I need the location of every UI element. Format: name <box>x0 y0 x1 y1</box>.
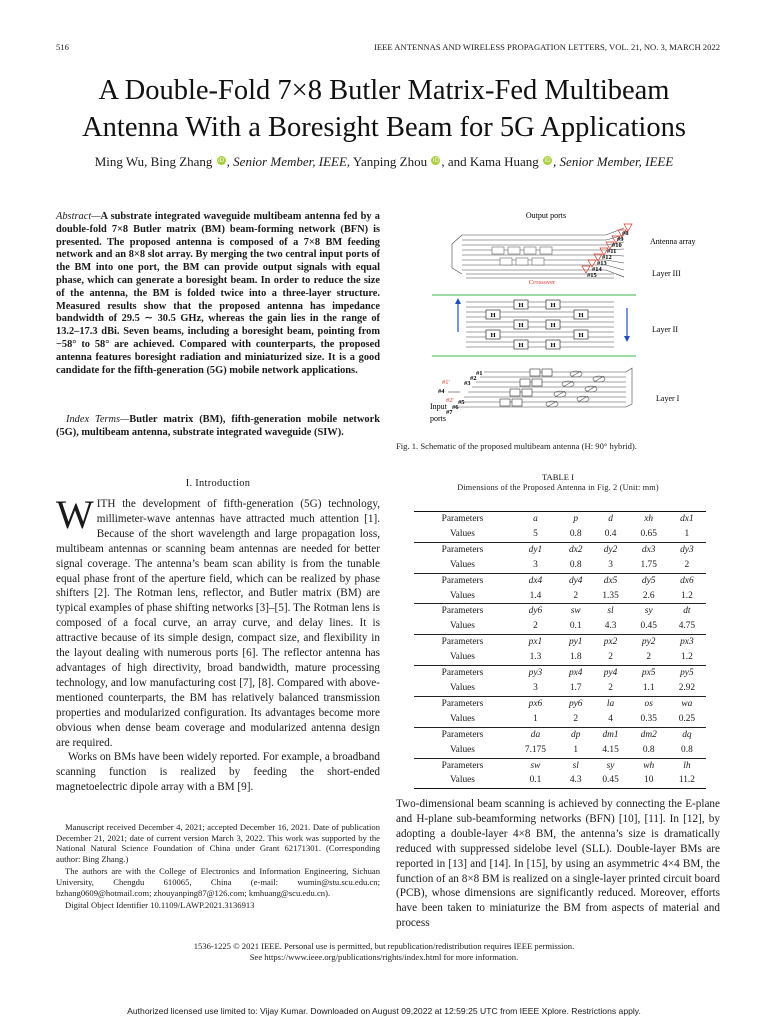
table-cell: dm2 <box>630 727 668 742</box>
footnote-affiliation: The authors are with the College of Electronics and Information Engineering, Sichuan University, Chengdu 610065, China (e-mail: wumin@stu.scu.edu.cn; bzhang0609@hotmail.com; zhouyanping87@126.com; kmhuang@scu.edu.cn). <box>56 866 380 898</box>
table-row <box>414 619 706 634</box>
table-cell: 5 <box>533 528 538 539</box>
table-cell: py6 <box>560 696 592 711</box>
table-cell: 0.8 <box>642 744 655 755</box>
port-11: #11 <box>607 248 617 255</box>
crossover-symbols <box>492 247 552 265</box>
row-label: Parameters <box>414 696 511 711</box>
input-ports-label-1: Input <box>430 402 447 411</box>
table-cell: sw <box>560 604 592 619</box>
table-cell: 2.6 <box>642 590 655 601</box>
index-terms-label: Index Terms— <box>66 414 130 425</box>
row-label: Parameters <box>414 542 511 557</box>
table-cell: 2 <box>608 682 613 693</box>
port-3: #3 <box>464 380 471 387</box>
table-cell: 1.7 <box>569 682 582 693</box>
input-ports-label-2: ports <box>430 414 446 423</box>
row-label: Values <box>449 744 475 755</box>
table-cell: dy6 <box>511 604 560 619</box>
table-cell: dt <box>668 604 706 619</box>
table-cell: px6 <box>511 696 560 711</box>
orcid-icon[interactable]: iD <box>218 157 225 164</box>
table-cell: 1.1 <box>642 682 655 693</box>
intro-paragraph-2: Works on BMs have been widely reported. For example, a broadband scanning function is realized by feeding the short-ended magnetoelectric dipole array with a BM [9]. <box>56 751 380 794</box>
table-cell: 4.75 <box>678 621 696 632</box>
hybrid-label: H <box>518 302 524 309</box>
row-label: Values <box>449 590 475 601</box>
license-footer: Authorized licensed use limited to: Vijay Kumar. Downloaded on August 09,2022 at 12:59:25 UTC from IEEE Xplore. Restrictions apply. <box>127 1006 641 1016</box>
hybrid-label: H <box>518 322 524 329</box>
table-cell: dx6 <box>668 573 706 588</box>
figure-1 <box>396 208 720 433</box>
drop-cap: W <box>56 492 94 537</box>
table-cell: dx1 <box>668 512 706 527</box>
table-cell: la <box>591 696 629 711</box>
table-cell: wh <box>630 758 668 773</box>
table-row <box>414 712 706 727</box>
title-line-1: A Double-Fold 7×8 Butler Matrix-Fed Multibeam <box>98 75 670 106</box>
table-cell: 4 <box>608 713 613 724</box>
table-cell: a <box>511 512 560 527</box>
output-ports-label: Output ports <box>525 211 567 220</box>
table-cell: sy <box>630 604 668 619</box>
row-label: Values <box>414 773 511 788</box>
hybrid-label: H <box>550 302 556 309</box>
row-label: Parameters <box>414 666 511 681</box>
port-15: #15 <box>587 272 597 279</box>
row-label: Values <box>449 652 475 663</box>
table-cell: 0.45 <box>640 621 657 632</box>
table-cell: px3 <box>668 635 706 650</box>
table-cell: 1.3 <box>529 652 542 663</box>
layer2-lines <box>466 302 614 347</box>
table-cell: 3 <box>608 559 613 570</box>
table-cell: 2 <box>646 652 652 663</box>
table-cell: 4.3 <box>560 773 592 788</box>
section-heading: I. Introduction <box>185 478 251 489</box>
index-terms <box>56 414 380 440</box>
index-terms-text: Butler matrix (BM), fifth-generation mobile network (5G), multibeam antenna, substrate integrated waveguide (SIW). <box>56 414 380 438</box>
port-12: #12 <box>602 254 612 261</box>
footnotes <box>56 822 380 913</box>
table-cell: d <box>591 512 629 527</box>
table-cell: xh <box>630 512 668 527</box>
intro-body <box>56 492 380 795</box>
table-cell: os <box>630 696 668 711</box>
table-cell: da <box>511 727 560 742</box>
fold-arrow-right-head <box>624 336 630 342</box>
table-row <box>414 758 706 773</box>
phase-shifters <box>546 371 605 407</box>
port-7: #7 <box>446 409 453 416</box>
table-row <box>414 589 706 604</box>
abstract <box>56 211 380 377</box>
table-row <box>414 727 706 742</box>
hybrid-label: H <box>550 322 556 329</box>
table-cell: px5 <box>630 666 668 681</box>
author-list <box>0 154 768 170</box>
table-cell: 1.75 <box>640 559 657 570</box>
layer-1-label: Layer I <box>656 394 680 403</box>
table-cell: wa <box>668 696 706 711</box>
author-3: , and Kama Huang <box>441 154 539 169</box>
table-row <box>414 650 706 665</box>
table-cell: py4 <box>591 666 629 681</box>
table-cell: dx3 <box>630 542 668 557</box>
copyright-notice <box>0 941 768 963</box>
table-cell: dy3 <box>668 542 706 557</box>
table-cell: dy4 <box>560 573 592 588</box>
table-cell: 0.8 <box>569 528 582 539</box>
hybrid-label: H <box>578 312 584 319</box>
table-cell: 0.1 <box>569 621 582 632</box>
table-row <box>414 604 706 619</box>
table-cell: 2 <box>684 559 690 570</box>
row-label: Parameters <box>414 512 511 527</box>
table-cell: 0.45 <box>591 773 629 788</box>
table-cell: py5 <box>668 666 706 681</box>
table-cell: 2 <box>608 652 613 663</box>
table-cell: 0.4 <box>604 528 617 539</box>
layer-2-label: Layer II <box>652 325 678 334</box>
row-label: Values <box>449 528 475 539</box>
table-cell: dx4 <box>511 573 560 588</box>
table-row <box>414 681 706 696</box>
table-cell: px2 <box>591 635 629 650</box>
table-cell: dq <box>668 727 706 742</box>
hybrid-label: H <box>490 312 496 319</box>
figure-caption: Fig. 1. Schematic of the proposed multibeam antenna (H: 90° hybrid). <box>396 441 637 451</box>
port-6: #6 <box>452 404 459 411</box>
table-cell: px1 <box>511 635 560 650</box>
row-label: Parameters <box>414 727 511 742</box>
port-5: #5 <box>458 399 465 406</box>
table-cell: 2 <box>533 621 538 632</box>
table-cell: 3 <box>533 559 538 570</box>
merged-port-2: #2' <box>446 397 454 404</box>
hybrid-label: H <box>550 342 556 349</box>
port-8: #8 <box>622 230 629 237</box>
author-1-membership: , Senior Member, IEEE <box>226 154 347 169</box>
table-cell: 0.35 <box>640 713 657 724</box>
table-cell: 1 <box>533 713 538 724</box>
right-column-paragraph: Two-dimensional beam scanning is achieved by connecting the E-plane and H-plane sub-beamforming networks (BFN) [10], [11]. In [12], by adopting a double-layer 4×8 BM, the antenna’s size is dramatically reduced with suppressed sidelobe level (SLL). Double-layer BMs are reported in [13] and [14]. In [15], by using an asymmetric 4×4 BM, the function of an 8×8 BM is realized on a single-layer printed circuit board (PCB), whose dimensions are significantly reduced. Moreover, efforts have been taken to miniaturize the BM from aspects of material and process <box>396 798 720 930</box>
row-label: Values <box>449 713 475 724</box>
table-cell: 2 <box>573 713 579 724</box>
table-cell: 2 <box>573 590 579 601</box>
table-cell: 1.35 <box>602 590 619 601</box>
table-cell: 3 <box>533 682 538 693</box>
author-2: , Yanping Zhou <box>346 154 428 169</box>
port-2: #2 <box>470 375 477 382</box>
port-1: #1 <box>476 370 483 377</box>
table-row <box>414 512 706 527</box>
table-row <box>414 696 706 711</box>
table-cell: 1 <box>684 528 690 539</box>
table-subtitle: Dimensions of the Proposed Antenna in Fig. 2 (Unit: mm) <box>457 483 659 492</box>
table-row <box>414 558 706 573</box>
table-cell: lh <box>668 758 706 773</box>
fold-arrow-left-head <box>455 298 461 304</box>
table-cell: 4.15 <box>602 744 619 755</box>
table-cell: sl <box>591 604 629 619</box>
table-cell: dx5 <box>591 573 629 588</box>
author-3-membership: , Senior Member, IEEE <box>553 154 674 169</box>
table-cell: dm1 <box>591 727 629 742</box>
table-cell: 4.3 <box>604 621 617 632</box>
table-cell: sl <box>560 758 592 773</box>
table-cell: 1.8 <box>569 652 582 663</box>
copyright-line-1: 1536-1225 © 2021 IEEE. Personal use is permitted, but republication/redistribution requires IEEE permission. <box>193 941 575 951</box>
table-cell: 0.25 <box>678 713 696 724</box>
port-13: #13 <box>597 260 607 267</box>
table-cell: py3 <box>511 666 560 681</box>
author-1: Ming Wu, Bing Zhang <box>94 154 213 169</box>
table-cell: dy1 <box>511 542 560 557</box>
table-cell: 0.1 <box>511 773 560 788</box>
dimensions-table <box>414 511 706 789</box>
table-cell: 10 <box>630 773 668 788</box>
hybrid-label: H <box>490 332 496 339</box>
table-cell: 7.175 <box>524 744 546 755</box>
table-cell: px4 <box>560 666 592 681</box>
table-cell: dx2 <box>560 542 592 557</box>
table-cell: py2 <box>630 635 668 650</box>
table-cell: sw <box>511 758 560 773</box>
table-row <box>414 773 706 788</box>
row-label: Values <box>449 621 475 632</box>
copyright-line-2: See https://www.ieee.org/publications/rights/index.html for more information. <box>249 952 519 962</box>
table-cell: dp <box>560 727 592 742</box>
port-14: #14 <box>592 266 602 273</box>
table-cell: 0.65 <box>640 528 657 539</box>
table-caption: TABLE I <box>541 472 574 482</box>
table-cell: 11.2 <box>668 773 706 788</box>
port-4: #4 <box>438 388 445 395</box>
table-cell: 1 <box>573 744 579 755</box>
table-cell: 0.8 <box>681 744 693 755</box>
table-cell: sy <box>591 758 629 773</box>
crossover-label: Crossover <box>528 279 556 286</box>
table-row <box>414 542 706 557</box>
table-row <box>414 527 706 542</box>
port-10: #10 <box>612 242 622 249</box>
layer2-hybrids <box>486 300 588 349</box>
intro-paragraph-1: ITH the development of fifth-generation (5G) technology, millimeter-wave antennas have attracted much attention [1]. Because of the short wavelength and large propagation loss, multibeam antennas or scanning beam antennas are needed for better signal coverage. The antenna’s beam scan ability is from the tunable equal phase front of the aperture field, which can be realized by phase shifters [2]. The Rotman lens, reflector, and Butler matrix (BM) are typical examples of phase shifting networks [3]–[5]. The Rotman lens is composed of a focal curve, an array curve, and delay lines. It is attractive because of its simple design, compact size, and flexibility in the layout dealing with numerous ports [6]. The reflector antenna has advantages of high directivity, broad bandwidth, mature processing technology, and low manufacturing cost [7], [8]. Compared with above-mentioned counterparts, the BM has relatively balanced transmission properties and modularized configuration. Its advantages become more obvious when dense beam coverage and modularized antenna design are required. <box>56 498 380 749</box>
row-label: Parameters <box>414 573 511 588</box>
table-cell: dy5 <box>630 573 668 588</box>
row-label: Values <box>449 559 475 570</box>
row-label: Values <box>449 682 475 693</box>
hybrid-label: H <box>518 342 524 349</box>
title-line-2: Antenna With a Boresight Beam for 5G Applications <box>82 112 686 143</box>
table-cell: 0.8 <box>569 559 582 570</box>
footnote-received: Manuscript received December 4, 2021; accepted December 16, 2021. Date of publication December 21, 2021; date of current version March 3, 2022. This work was supported by the National Natural Science Foundation of China under Grant 62171301. (Corresponding author: Bing Zhang.) <box>56 822 380 864</box>
table-cell: p <box>560 512 592 527</box>
table-cell: 1.2 <box>681 590 693 601</box>
table-cell: 2.92 <box>678 682 696 693</box>
abstract-text: A substrate integrated waveguide multibeam antenna fed by a double-fold 7×8 Butler matrix (BM) beam-forming network (BFN) is presented. The proposed antenna is composed of a 7×8 BM feeding network and an 8×8 slot array. By merging the two central input ports of the BM into one port, the BM can provide output signals with equal phase, which can generate a boresight beam. In order to reduce the size of the antenna, the BM is folded twice into a three-layer structure. Measured results show that the proposed antenna has impedance bandwidth of 29.5 ∼ 30.5 GHz, whereas the gain lies in the range of 13.2–17.3 dBi. Seven beams, including a boresight beam, pointing from −58° to 58° are achieved. Compared with counterparts, the proposed antenna features boresight radiation and miniaturized size. It is a good candidate for the fifth-generation (5G) mobile network applications. <box>56 211 380 376</box>
row-label: Parameters <box>414 604 511 619</box>
port-9: #9 <box>617 236 624 243</box>
table-row <box>414 573 706 588</box>
table-row <box>414 666 706 681</box>
paper-title <box>0 72 768 146</box>
table-cell: 1.4 <box>529 590 542 601</box>
row-label: Parameters <box>414 758 511 773</box>
merged-port-1: #1' <box>442 379 450 386</box>
row-label: Parameters <box>414 635 511 650</box>
table-cell: dy2 <box>591 542 629 557</box>
abstract-label: Abstract— <box>56 211 101 222</box>
layer-3-label: Layer III <box>652 269 681 278</box>
orcid-icon[interactable]: iD <box>544 157 551 164</box>
table-row <box>414 635 706 650</box>
hybrid-label: H <box>578 332 584 339</box>
table-row <box>414 743 706 758</box>
layer1-hybrids <box>500 369 552 406</box>
table-cell: 1.2 <box>681 652 693 663</box>
output-port-numbers <box>587 230 629 279</box>
page-number: 516 <box>56 42 69 52</box>
running-header: IEEE ANTENNAS AND WIRELESS PROPAGATION LETTERS, VOL. 21, NO. 3, MARCH 2022 <box>374 42 720 52</box>
antenna-array-label: Antenna array <box>650 237 696 246</box>
orcid-icon[interactable]: iD <box>432 157 439 164</box>
footnote-doi: Digital Object Identifier 10.1109/LAWP.2021.3136913 <box>65 900 255 911</box>
table-cell: py1 <box>560 635 592 650</box>
